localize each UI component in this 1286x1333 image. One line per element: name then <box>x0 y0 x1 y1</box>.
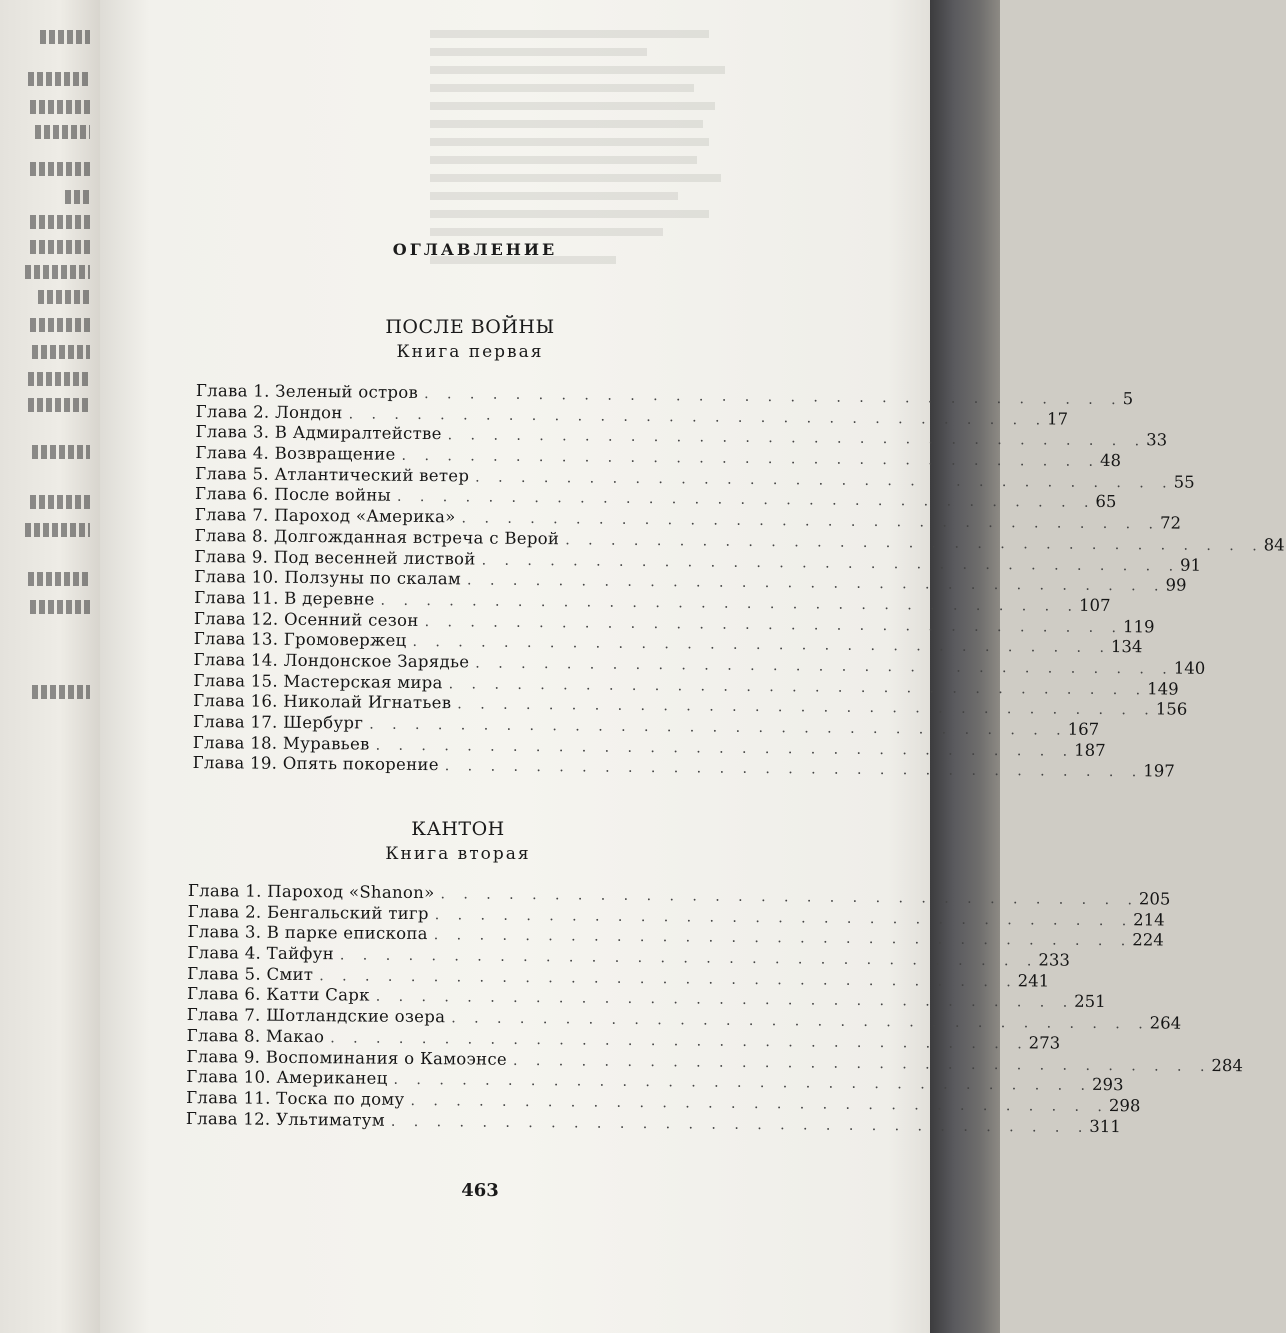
dot-leader: . . . . . . . . . . . . . . . . . . . . . . . . . . . . . . . <box>440 886 1140 909</box>
chapter-page-number: 233 <box>1038 950 1070 970</box>
chapter-page-number: 149 <box>1147 678 1179 699</box>
chapter-page-number: 293 <box>1091 1075 1124 1095</box>
chapter-page-number: 107 <box>1078 595 1111 615</box>
chapter-page-number: 140 <box>1173 658 1206 678</box>
chapter-page-number: 187 <box>1074 740 1106 760</box>
chapter-page-number: 99 <box>1165 575 1187 595</box>
chapter-page-number: 72 <box>1159 513 1182 533</box>
dot-leader: . . . . . . . . . . . . . . . . . . . . . . . . . . . . . . . <box>424 385 1123 409</box>
dot-leader: . . . . . . . . . . . . . . . . . . . . . . . . . . . . . . . <box>401 447 1101 470</box>
chapter-page-number: 17 <box>1046 409 1069 429</box>
dot-leader: . . . . . . . . . . . . . . . . . . . . . . . . . . . . . . . <box>390 1113 1090 1136</box>
dot-leader: . . . . . . . . . . . . . . . . . . . . . . . . . . . . . . . <box>396 489 1096 512</box>
book-subtitle: Книга первая <box>396 342 544 362</box>
chapter-title: Глава 5. Смит <box>187 963 314 984</box>
dot-leader: . . . . . . . . . . . . . . . . . . . . . . . . . . . . . . . <box>512 1052 1212 1075</box>
chapter-page-number: 273 <box>1028 1033 1061 1053</box>
chapter-title: Глава 4. Тайфун <box>187 943 335 964</box>
facing-page-text <box>28 72 90 86</box>
chapter-page-number: 224 <box>1132 930 1164 950</box>
dot-leader: . . . . . . . . . . . . . . . . . . . . . . . . . . . . . . . <box>339 947 1039 970</box>
dot-leader: . . . . . . . . . . . . . . . . . . . . . . . . . . . . . . . <box>481 551 1181 575</box>
facing-page-text <box>25 265 90 279</box>
chapter-page-number: 65 <box>1095 492 1117 512</box>
dot-leader: . . . . . . . . . . . . . . . . . . . . . . . . . . . . . . . <box>348 406 1048 429</box>
chapter-title: Глава 3. В Адмиралтействе <box>195 422 442 444</box>
chapter-page-number: 264 <box>1149 1013 1182 1033</box>
chapter-title: Глава 1. Пароход «Shanon» <box>187 881 435 903</box>
part-title: КАНТОН <box>411 818 505 840</box>
chapter-title: Глава 1. Зеленый остров <box>195 381 419 402</box>
chapter-title: Глава 12. Ультиматум <box>185 1108 385 1130</box>
dot-leader: . . . . . . . . . . . . . . . . . . . . . . . . . . . . . . . <box>424 613 1124 636</box>
chapter-page-number: 33 <box>1146 430 1168 450</box>
facing-page-text <box>32 345 90 359</box>
dot-leader: . . . . . . . . . . . . . . . . . . . . . . . . . . . . . . . <box>375 737 1075 760</box>
facing-page-text <box>25 523 90 537</box>
chapter-title: Глава 6. После войны <box>194 484 392 506</box>
chapter-title: Глава 18. Муравьев <box>192 732 370 754</box>
chapter-title: Глава 10. Американец <box>186 1067 388 1088</box>
dot-leader: . . . . . . . . . . . . . . . . . . . . . . . . . . . . . . . <box>393 1071 1093 1095</box>
chapter-title: Глава 3. В парке епископа <box>187 922 428 944</box>
dot-leader: . . . . . . . . . . . . . . . . . . . . . . . . . . . . . . . <box>412 634 1112 657</box>
chapter-page-number: 284 <box>1211 1055 1244 1075</box>
chapter-page-number: 134 <box>1110 637 1143 657</box>
dot-leader: . . . . . . . . . . . . . . . . . . . . . . . . . . . . . . . <box>475 469 1174 492</box>
facing-page-text <box>38 290 90 304</box>
facing-page-text <box>28 572 90 586</box>
dot-leader: . . . . . . . . . . . . . . . . . . . . . . . . . . . . . . . <box>434 906 1134 929</box>
dot-leader: . . . . . . . . . . . . . . . . . . . . . . . . . . . . . . . <box>451 1010 1150 1033</box>
dot-leader: . . . . . . . . . . . . . . . . . . . . . . . . . . . . . . . <box>444 758 1144 781</box>
facing-page-edge <box>0 0 100 1333</box>
chapter-page-number: 5 <box>1122 389 1134 409</box>
facing-page-text <box>30 240 90 254</box>
facing-page-text <box>40 30 90 44</box>
chapter-title: Глава 7. Шотландские озера <box>186 1005 446 1027</box>
chapter-title: Глава 5. Атлантический ветер <box>195 463 470 486</box>
contents-heading: ОГЛАВЛЕНИЕ <box>392 240 558 259</box>
chapter-title: Глава 9. Воспоминания о Камоэнсе <box>186 1046 508 1069</box>
part-title: ПОСЛЕ ВОЙНЫ <box>385 316 555 338</box>
chapter-page-number: 119 <box>1122 616 1155 636</box>
chapter-page-number: 205 <box>1138 889 1171 909</box>
chapter-title: Глава 2. Лондон <box>195 401 343 422</box>
dot-leader: . . . . . . . . . . . . . . . . . . . . . . . . . . . . . . . <box>457 696 1156 719</box>
chapter-title: Глава 19. Опять покорение <box>192 753 439 775</box>
dot-leader: . . . . . . . . . . . . . . . . . . . . . . . . . . . . . . . <box>448 675 1148 698</box>
chapter-page-number: 241 <box>1017 970 1050 991</box>
facing-page-text <box>30 318 90 332</box>
chapter-page-number: 48 <box>1099 450 1122 471</box>
chapter-page-number: 55 <box>1173 472 1195 492</box>
facing-page-text <box>28 398 90 412</box>
chapter-title: Глава 8. Макао <box>186 1025 325 1047</box>
chapter-title: Глава 8. Долгожданная встреча с Верой <box>194 525 560 548</box>
page-number: 463 <box>461 1180 499 1201</box>
chapter-title: Глава 11. В деревне <box>194 587 375 609</box>
chapter-title: Глава 10. Ползуны по скалам <box>194 567 462 589</box>
chapter-page-number: 197 <box>1143 761 1175 781</box>
dot-leader: . . . . . . . . . . . . . . . . . . . . . . . . . . . . . . . <box>433 927 1133 950</box>
show-through-text <box>430 30 740 274</box>
chapter-page-number: 311 <box>1089 1116 1121 1136</box>
toc-list <box>192 381 1285 781</box>
dot-leader: . . . . . . . . . . . . . . . . . . . . . . . . . . . . . . . <box>461 510 1161 533</box>
dot-leader: . . . . . . . . . . . . . . . . . . . . . . . . . . . . . . . <box>380 592 1080 615</box>
chapter-title: Глава 2. Бенгальский тигр <box>187 901 429 923</box>
dot-leader: . . . . . . . . . . . . . . . . . . . . . . . . . . . . . . . <box>369 716 1068 739</box>
chapter-title: Глава 14. Лондонское Зарядье <box>193 649 470 672</box>
dot-leader: . . . . . . . . . . . . . . . . . . . . . . . . . . . . . . . <box>447 427 1147 450</box>
chapter-page-number: 84 <box>1263 535 1285 555</box>
facing-page-text <box>35 125 90 139</box>
dot-leader: . . . . . . . . . . . . . . . . . . . . . . . . . . . . . . . <box>319 967 1018 990</box>
chapter-page-number: 251 <box>1074 992 1106 1012</box>
facing-page-text <box>30 215 90 229</box>
dot-leader: . . . . . . . . . . . . . . . . . . . . . . . . . . . . . . . <box>375 989 1075 1012</box>
chapter-title: Глава 12. Осенний сезон <box>193 608 419 630</box>
facing-page-text <box>30 600 90 614</box>
chapter-page-number: 298 <box>1108 1095 1141 1116</box>
facing-page-text <box>65 190 90 204</box>
toc-list <box>185 881 1244 1136</box>
facing-page-text <box>30 100 90 114</box>
facing-page-text <box>32 685 90 699</box>
dot-leader: . . . . . . . . . . . . . . . . . . . . . . . . . . . . . . . <box>475 655 1174 678</box>
dot-leader: . . . . . . . . . . . . . . . . . . . . . . . . . . . . . . . <box>330 1030 1029 1053</box>
facing-page-text <box>28 372 90 386</box>
chapter-title: Глава 11. Тоска по дому <box>186 1087 405 1109</box>
dot-leader: . . . . . . . . . . . . . . . . . . . . . . . . . . . . . . . <box>467 572 1166 595</box>
chapter-page-number: 214 <box>1133 909 1165 930</box>
book-subtitle: Книга вторая <box>385 844 531 864</box>
chapter-title: Глава 9. Под весенней листвой <box>194 546 476 568</box>
facing-page-text <box>32 445 90 459</box>
chapter-title: Глава 17. Шербург <box>192 711 364 733</box>
dot-leader: . . . . . . . . . . . . . . . . . . . . . . . . . . . . . . . <box>565 532 1264 555</box>
chapter-page-number: 156 <box>1155 699 1188 719</box>
chapter-page-number: 91 <box>1179 555 1202 575</box>
facing-page-text <box>30 162 90 176</box>
chapter-title: Глава 7. Пароход «Америка» <box>194 505 456 527</box>
chapter-title: Глава 6. Катти Сарк <box>186 984 370 1006</box>
chapter-title: Глава 15. Мастерская мира <box>193 670 443 692</box>
chapter-title: Глава 13. Громовержец <box>193 629 407 651</box>
chapter-page-number: 167 <box>1067 719 1100 739</box>
chapter-title: Глава 16. Николай Игнатьев <box>193 691 452 713</box>
facing-page-text <box>30 495 90 509</box>
chapter-title: Глава 4. Возвращение <box>195 443 396 464</box>
dot-leader: . . . . . . . . . . . . . . . . . . . . . . . . . . . . . . . <box>410 1092 1109 1115</box>
